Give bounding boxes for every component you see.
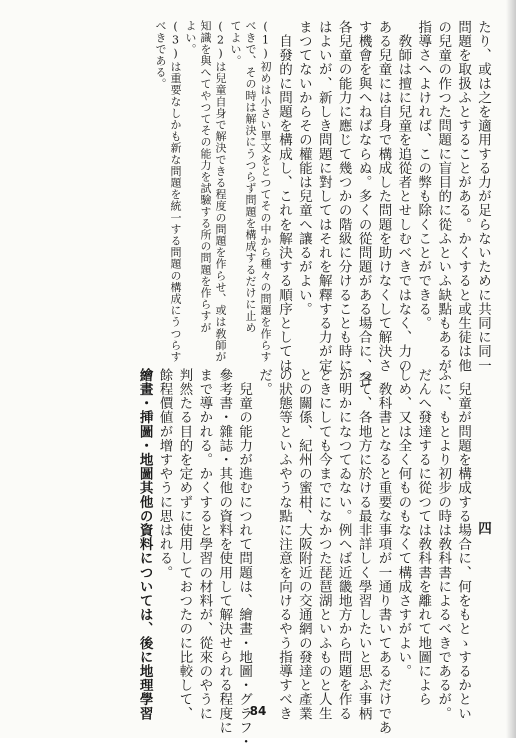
upper-text-column — [153, 20, 492, 387]
note-line: (1)初めは小さい單文をとつてその中から種々の問題を作らす — [259, 20, 273, 363]
text-line: 兒童が問題を構成する場合に、何をもとゝするかとい — [455, 368, 472, 721]
note-line: てよい。 — [229, 20, 243, 67]
text-line: はよいが、新しき問題に對してはそれを解釋する力が定 — [315, 20, 332, 373]
page-gutter-shadow — [506, 0, 516, 738]
text-line: す機會を與へねばならぬ。多くの從問題がある場合に、各 — [355, 20, 372, 387]
page-number: 84 — [249, 704, 267, 718]
text-line: 自發的に問題を構成し、これを解決する順序としては — [275, 20, 292, 373]
text-line: 判然たる目的を定めずに使用しておつたのに比較して、 — [176, 368, 193, 721]
section-heading: 四 — [475, 520, 491, 536]
note-line: べきである。 — [154, 20, 168, 90]
text-line: 敎師は擅に兒童を追從者とせしむべきではなく、力の — [395, 20, 412, 373]
text-line: だんへ發達するに從つては敎科書を離れて地圖によら — [415, 368, 432, 707]
text-line: まつてないからその權能は兒童へ讓るがよい。 — [295, 20, 312, 317]
text-line: 兒童の能力が進むにつれて問題は、繪畫・地圖・グラフ・ — [236, 368, 253, 749]
text-line: 各兒童の能力に應じて幾つかの階級に分けることも時に — [335, 20, 352, 373]
text-line: の狀態等といふやうな點に注意を向けるやう指導すべき — [275, 368, 292, 721]
note-line: 知識を與へてやつてその能力を試驗する所の問題を作らすが — [199, 20, 213, 334]
text-line: しめ、又は全く何ものもなくて構成さすがよい。 — [395, 368, 412, 679]
note-line: よい。 — [184, 20, 198, 55]
bold-text-line: 繪畫・挿圖・地圖其他の資料については、後に地理學習 — [136, 368, 153, 721]
text-line: の兒童の作つた問題に盲目的に從ふといふ缺點もあるが — [435, 20, 452, 373]
text-line: ときにしても今までになかつた琵琶湖といふものと人生 — [315, 368, 332, 721]
text-line: 指導さへよければ、この弊も除くことができる。 — [415, 20, 432, 331]
note-line: べきで、その時は解決にうつらず問題を構成するだけに止め — [244, 20, 258, 334]
text-line: ある兒童には自身で構成した問題を助けなくして解決さ — [375, 20, 392, 373]
text-line: たり、或は之を適用する力が足らないために共同に同一 — [475, 20, 491, 373]
text-line: 敎科書となると重要な事項が一通り書いてあるだけであ — [375, 368, 392, 735]
text-line: 參考書・雜誌・其他の資料を使用して解決せられる程度に — [216, 368, 233, 735]
note-line: (3)は重要なしかも新な問題を統一する問題の構成にうつらす — [169, 20, 183, 363]
text-line: 餘程價値が增すやうに思はれる。 — [156, 368, 173, 580]
text-line: まで導かれる。かくすると學習の材料が、從來のやうに — [196, 368, 213, 721]
note-line: (2)は兒童自身で解決できる程度の問題を作らせ、或は敎師が — [214, 20, 228, 363]
text-line: だ。 — [256, 368, 273, 397]
text-line: ふに、もとより初步の時は敎科書によるべきであるが。 — [435, 368, 452, 721]
text-line: が明かになつてゐない。例へば近畿地方から問題を作る — [335, 368, 352, 721]
text-line: 問題を取扱ふとすることがある。かくすると或生徒は他 — [455, 20, 472, 373]
text-line: つて、各地方に於ける最非詳しく學習したいと思ふ事柄 — [355, 368, 372, 721]
text-line: との關係、紀州の蜜柑、大阪附近の交通網の發達と產業 — [295, 368, 312, 721]
